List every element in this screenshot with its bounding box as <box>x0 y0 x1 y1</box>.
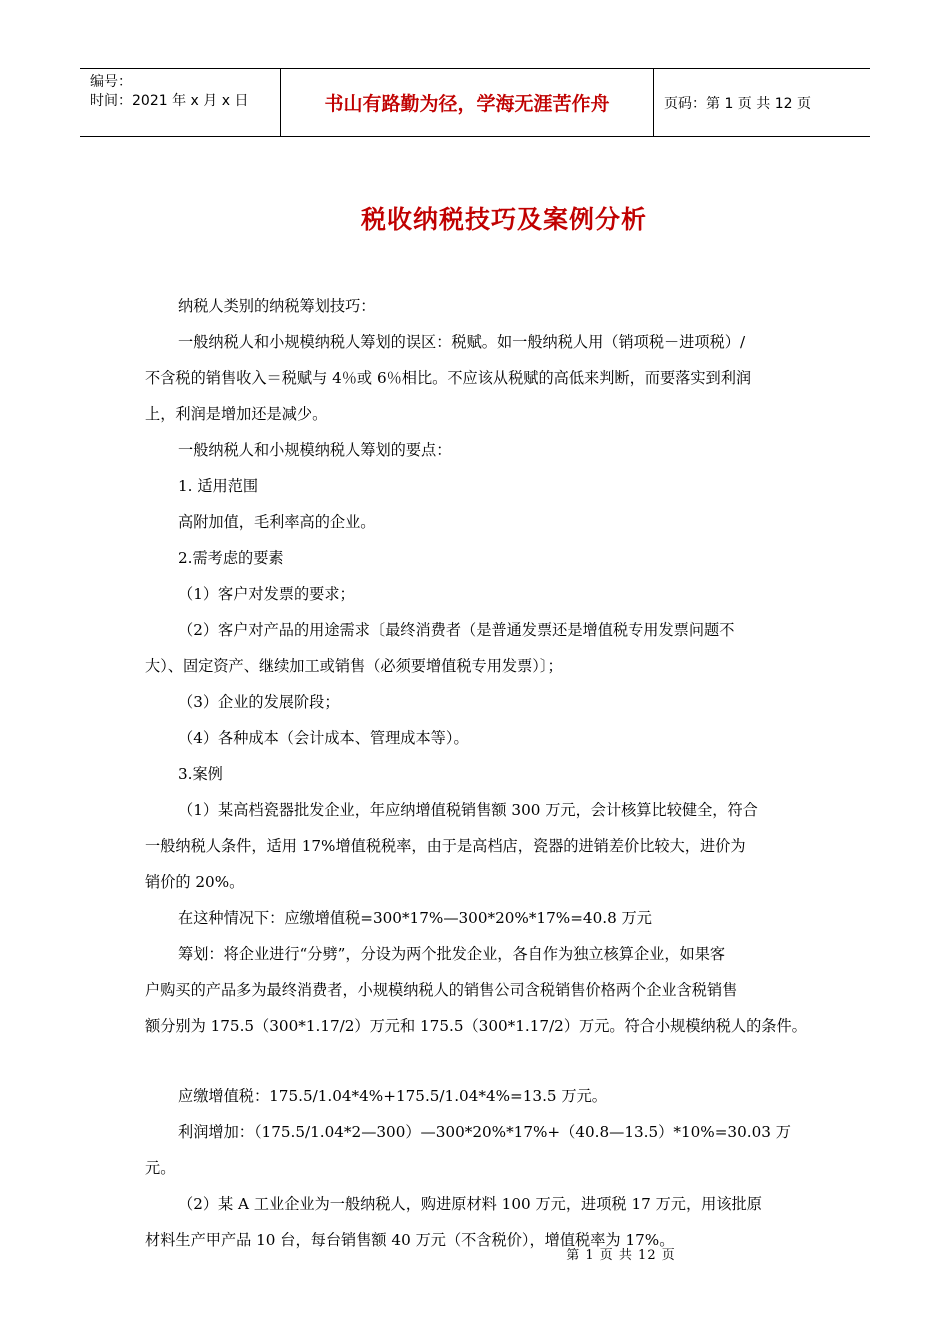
paragraph: 大）、固定资产、继续加工或销售（必须要增值税专用发票）〕； <box>145 657 563 675</box>
paragraph: 筹划：将企业进行“分劈”，分设为两个批发企业，各自作为独立核算企业，如果客 <box>178 945 726 963</box>
paragraph: （2）某 A 工业企业为一般纳税人，购进原材料 100 万元，进项税 17 万元，用该批原 <box>178 1195 762 1213</box>
paragraph: 利润增加：（175.5/1.04*2—300）—300*20%*17%+（40.8—13.5）*10%=30.03 万元。 <box>145 1123 791 1177</box>
paragraph: 2.需考虑的要素 <box>178 549 284 567</box>
paragraph: 不含税的销售收入＝税赋与 4％或 6％相比。不应该从税赋的高低来判断，而要落实到利润 <box>145 369 752 387</box>
header-meta <box>80 69 281 136</box>
paragraph: 1. 适用范围 <box>178 477 259 495</box>
paragraph: （4）各种成本（会计成本、管理成本等）。 <box>178 729 469 747</box>
paragraph: 应缴增值税：175.5/1.04*4%+175.5/1.04*4%=13.5 万元。 <box>178 1087 607 1105</box>
paragraph: 一般纳税人和小规模纳税人筹划的误区：税赋。如一般纳税人用（销项税－进项税）/ <box>178 333 746 351</box>
page-header <box>80 68 870 137</box>
paragraph: 3.案例 <box>178 765 223 783</box>
paragraph: 材料生产甲产品 10 台，每台销售额 40 万元（不含税价），增值税率为 17%。 <box>145 1231 675 1249</box>
page-footer: 第 1 页 共 12 页 <box>566 1248 676 1263</box>
paragraph: 上，利润是增加还是减少。 <box>145 405 328 423</box>
paragraph: （3）企业的发展阶段； <box>178 693 340 711</box>
paragraph: 一般纳税人和小规模纳税人筹划的要点： <box>178 441 452 459</box>
header-number-label: 编号： <box>90 74 132 90</box>
paragraph: 户购买的产品多为最终消费者，小规模纳税人的销售公司含税销售价格两个企业含税销售 <box>145 981 738 999</box>
paragraph: 额分别为 175.5（300*1.17/2）万元和 175.5（300*1.17/2）万元。符合小规模纳税人的条件。 <box>145 1017 807 1035</box>
paragraph: 高附加值，毛利率高的企业。 <box>178 513 376 531</box>
paragraph: （2）客户对产品的用途需求〔最终消费者（是普通发票还是增值税专用发票问题不 <box>178 621 735 639</box>
blank-line <box>145 1044 813 1078</box>
paragraph: （1）客户对发票的要求； <box>178 585 355 603</box>
paragraph: （1）某高档瓷器批发企业，年应纳增值税销售额 300 万元，会计核算比较健全，符合 <box>178 801 758 819</box>
document-title: 税收纳税技巧及案例分析 <box>360 205 647 234</box>
header-page-info: 页码：第 1 页 共 12 页 <box>664 95 811 112</box>
document-body <box>145 288 813 1258</box>
paragraph: 在这种情况下：应缴增值税=300*17%—300*20%*17%=40.8 万元 <box>178 909 652 927</box>
header-motto: 书山有路勤为径，学海无涯苦作舟 <box>281 69 654 136</box>
paragraph: 销价的 20%。 <box>145 873 245 891</box>
header-time-label: 时间：2021 年 x 月 x 日 <box>90 93 249 109</box>
paragraph: 纳税人类别的纳税筹划技巧： <box>178 297 376 315</box>
paragraph: 一般纳税人条件，适用 17%增值税税率，由于是高档店，瓷器的进销差价比较大，进价为 <box>145 837 746 855</box>
